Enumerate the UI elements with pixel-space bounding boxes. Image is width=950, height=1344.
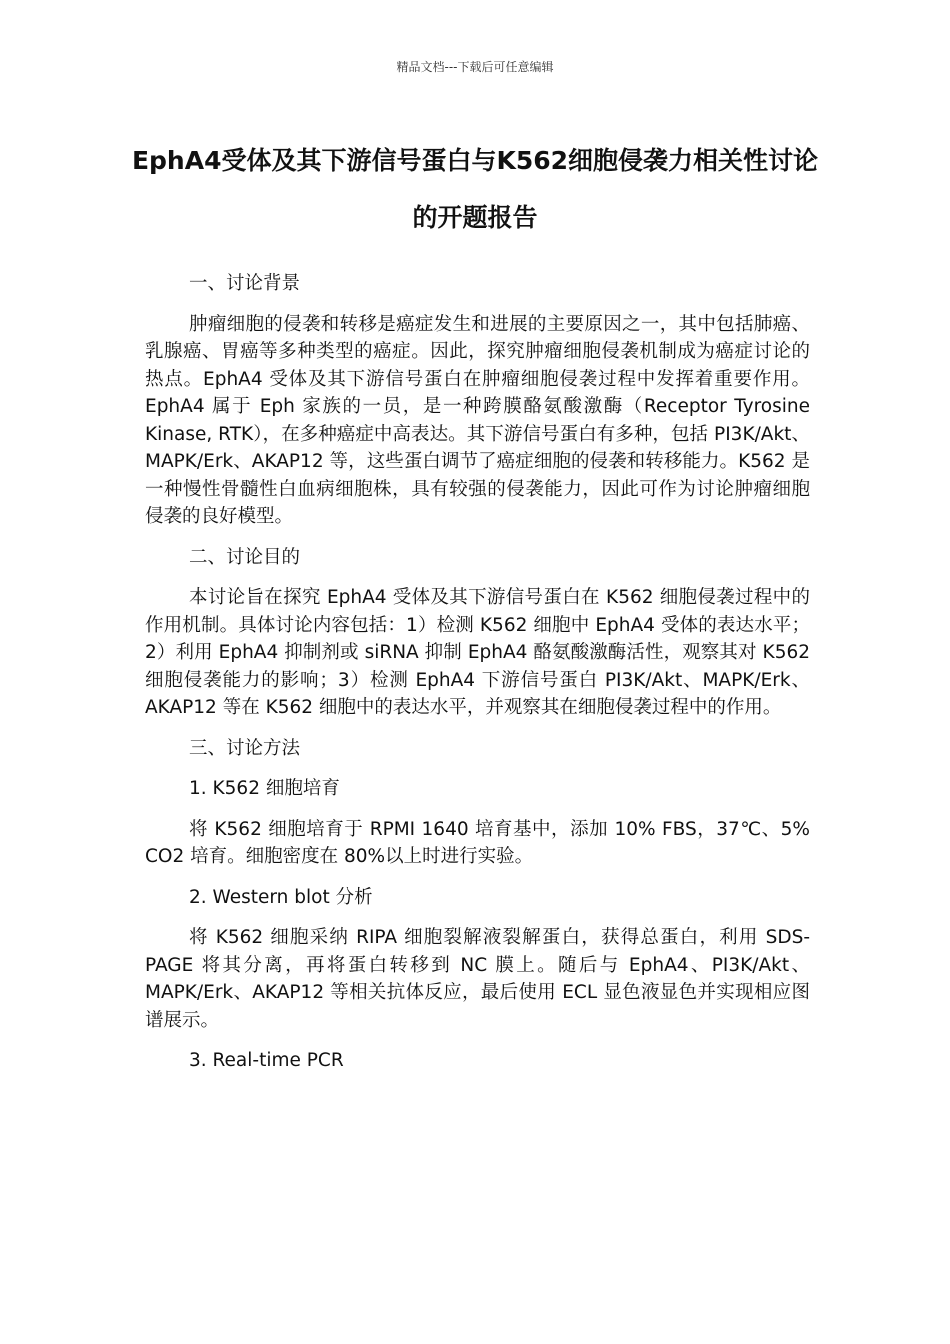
header-note: 精品文档---下载后可任意编辑 <box>396 60 554 74</box>
paragraph-purpose: 本讨论旨在探究 EphA4 受体及其下游信号蛋白在 K562 细胞侵袭过程中的作用机制。具体讨论内容包括：1）检测 K562 细胞中 EphA4 受体的表达水平；2）利用 EphA4 抑制剂或 siRNA 抑制 EphA4 酪氨酸激酶活性，观察其对 K562 细胞侵袭能力的影响；3）检测 EphA4 下游信号蛋白 PI3K/Akt、MAPK/Erk、AKAP12 等在 K562 细胞中的表达水平，并观察其在细胞侵袭过程中的作用。 <box>145 587 810 718</box>
subheading-method3: 3. Real-time PCR <box>189 1050 344 1071</box>
paragraph-background: 肿瘤细胞的侵袭和转移是癌症发生和进展的主要原因之一，其中包括肺癌、乳腺癌、胃癌等多种类型的癌症。因此，探究肿瘤细胞侵袭机制成为癌症讨论的热点。EphA4 受体及其下游信号蛋白在肿瘤细胞侵袭过程中发挥着重要作用。EphA4 属于 Eph 家族的一员，是一种跨膜酪氨酸激酶（Receptor Tyrosine Kinase, RTK），在多种癌症中高表达。其下游信号蛋白有多种，包括 PI3K/Akt、MAPK/Erk、AKAP12 等，这些蛋白调节了癌症细胞的侵袭和转移能力。K562 是一种慢性骨髓性白血病细胞株，具有较强的侵袭能力，因此可作为讨论肿瘤细胞侵袭的良好模型。 <box>145 313 810 527</box>
document-body <box>145 270 810 1088</box>
section-heading-background: 一、讨论背景 <box>189 273 301 294</box>
document-title: EphA4受体及其下游信号蛋白与K562细胞侵袭力相关性讨论的开题报告 <box>131 146 819 232</box>
paragraph-method2: 将 K562 细胞采纳 RIPA 细胞裂解液裂解蛋白，获得总蛋白，利用 SDS-PAGE 将其分离，再将蛋白转移到 NC 膜上。随后与 EphA4、PI3K/Akt、MAPK/Erk、AKAP12 等相关抗体反应，最后使用 ECL 显色液显色并实现相应图谱展示。 <box>145 927 810 1031</box>
paragraph-method1: 将 K562 细胞培育于 RPMI 1640 培育基中，添加 10% FBS，37℃、5% CO2 培育。细胞密度在 80%以上时进行实验。 <box>145 818 810 867</box>
subheading-method1: 1. K562 细胞培育 <box>189 778 340 799</box>
section-heading-purpose: 二、讨论目的 <box>189 546 301 568</box>
section-heading-method: 三、讨论方法 <box>189 737 301 759</box>
subheading-method2: 2. Western blot 分析 <box>189 886 373 908</box>
